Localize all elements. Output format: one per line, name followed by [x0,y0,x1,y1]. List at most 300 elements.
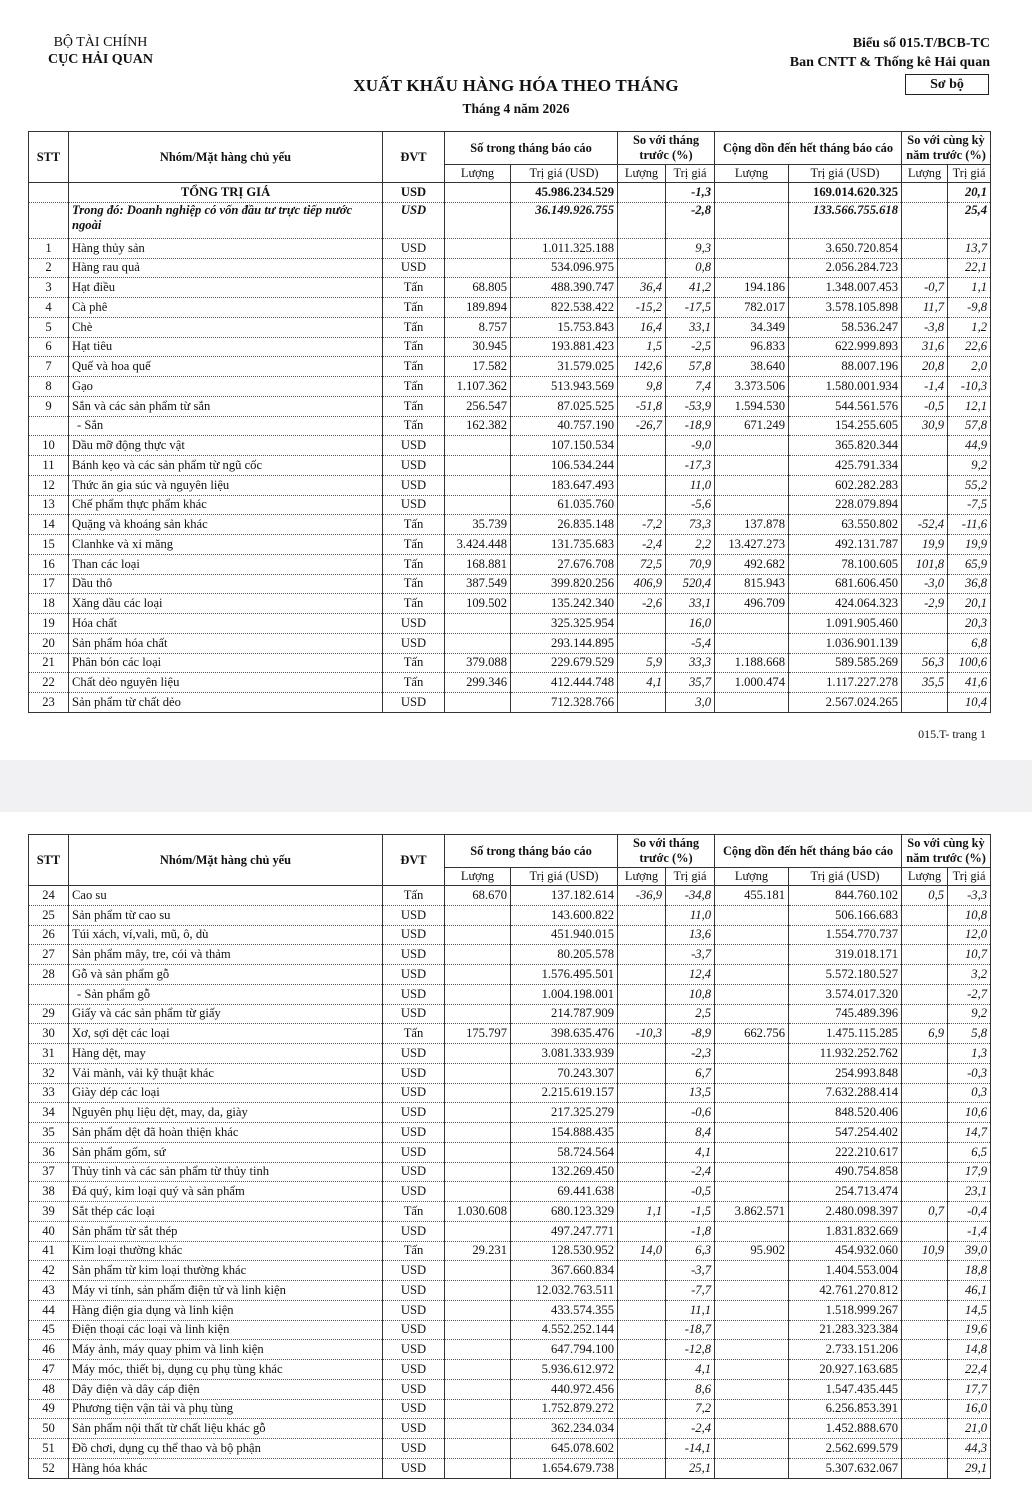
row-year-qty-pct: -3,8 [902,317,948,337]
row-cum-value: 1.091.905.460 [789,614,902,634]
row-month-value: 4.552.252.144 [511,1320,618,1340]
row-prev-value-pct: 7,4 [666,377,715,397]
row-stt: 49 [29,1399,69,1419]
table-body-page-1 [29,183,991,713]
row-unit: Tấn [383,357,445,377]
row-year-value-pct: -11,6 [948,515,991,535]
row-item-name: Clanhke và xi măng [69,535,383,555]
row-year-value-pct: 1,3 [948,1044,991,1064]
row-prev-qty-pct [618,1004,666,1024]
row-unit: USD [383,1083,445,1103]
row-unit: Tấn [383,317,445,337]
row-stt: 43 [29,1281,69,1301]
row-prev-qty-pct [618,1379,666,1399]
row-prev-qty-pct [618,693,666,713]
col-vs-year: So với cùng kỳ năm trước (%) [902,835,991,868]
table-row [29,298,991,318]
row-unit: Tấn [383,594,445,614]
row-year-qty-pct [902,1103,948,1123]
row-cum-value: 58.536.247 [789,317,902,337]
row-month-value: 87.025.525 [511,396,618,416]
row-prev-qty-pct [618,1261,666,1281]
row-cum-value: 1.404.553.004 [789,1261,902,1281]
row-unit: USD [383,1162,445,1182]
row-cum-qty [715,1300,789,1320]
table-row [29,1379,991,1399]
row-month-qty [445,495,511,515]
row-unit: Tấn [383,554,445,574]
row-month-value: 645.078.602 [511,1439,618,1459]
table-row [29,1162,991,1182]
row-cum-qty [715,1320,789,1340]
ministry-name: BỘ TÀI CHÍNH [53,35,148,50]
row-year-value-pct: 10,4 [948,693,991,713]
row-stt: 48 [29,1379,69,1399]
row-cum-qty [715,258,789,278]
row-cum-qty [715,1439,789,1459]
row-stt: 31 [29,1044,69,1064]
row-year-value-pct: -2,7 [948,984,991,1004]
row-unit: Tấn [383,278,445,298]
row-month-value: 128.530.952 [511,1241,618,1261]
row-month-value: 12.032.763.511 [511,1281,618,1301]
row-item-name: Sắn và các sản phẩm từ sắn [69,396,383,416]
row-item-name: Hạt tiêu [69,337,383,357]
row-prev-value-pct: -2,4 [666,1162,715,1182]
row-year-value-pct: 22,6 [948,337,991,357]
row-prev-qty-pct: -2,6 [618,594,666,614]
row-cum-value: 1.117.227.278 [789,673,902,693]
row-stt: 32 [29,1063,69,1083]
row-prev-qty-pct: 9,8 [618,377,666,397]
row-unit: USD [383,693,445,713]
row-month-value: 80.205.578 [511,945,618,965]
col-month-qty: Lượng [445,868,511,886]
row-stt: 24 [29,886,69,906]
row-item-name: Hàng rau quả [69,258,383,278]
row-cum-value: 169.014.620.325 [789,183,902,203]
row-item-name: - Sắn [69,416,383,436]
row-prev-qty-pct [618,1162,666,1182]
row-cum-value: 506.166.683 [789,905,902,925]
table-row [29,554,991,574]
row-year-value-pct: 55,2 [948,475,991,495]
row-prev-value-pct: 33,3 [666,653,715,673]
table-row [29,1458,991,1478]
row-stt: 10 [29,436,69,456]
row-cum-qty [715,1360,789,1380]
row-prev-value-pct: -12,8 [666,1340,715,1360]
row-cum-qty: 782.017 [715,298,789,318]
row-item-name: Phân bón các loại [69,653,383,673]
row-unit: USD [383,1360,445,1380]
row-month-qty [445,1320,511,1340]
row-cum-value: 1.547.435.445 [789,1379,902,1399]
row-item-name: Sản phẩm gốm, sứ [69,1142,383,1162]
row-prev-qty-pct [618,614,666,634]
row-year-value-pct: 19,9 [948,535,991,555]
row-item-name: Sắt thép các loại [69,1202,383,1222]
table-row [29,673,991,693]
row-prev-qty-pct: 5,9 [618,653,666,673]
row-year-value-pct: 5,8 [948,1024,991,1044]
row-month-qty [445,1300,511,1320]
row-stt: 26 [29,925,69,945]
row-prev-qty-pct [618,475,666,495]
col-prev-val: Trị giá [666,165,715,183]
row-stt: 12 [29,475,69,495]
row-stt: 46 [29,1340,69,1360]
row-stt: 27 [29,945,69,965]
row-year-qty-pct [902,1439,948,1459]
row-month-value: 70.243.307 [511,1063,618,1083]
row-year-qty-pct [902,945,948,965]
report-period: Tháng 4 năm 2026 [462,101,570,116]
row-unit: USD [383,1123,445,1143]
row-month-qty: 68.670 [445,886,511,906]
row-prev-value-pct: 6,3 [666,1241,715,1261]
row-month-value: 27.676.708 [511,554,618,574]
row-unit: USD [383,1419,445,1439]
row-year-value-pct: 10,7 [948,945,991,965]
row-cum-value: 602.282.283 [789,475,902,495]
row-cum-value: 492.131.787 [789,535,902,555]
row-cum-qty [715,633,789,653]
row-month-qty: 1.107.362 [445,377,511,397]
row-cum-value: 88.007.196 [789,357,902,377]
row-year-value-pct: 25,4 [948,202,991,238]
row-year-value-pct: 46,1 [948,1281,991,1301]
row-unit: USD [383,1458,445,1478]
table-row [29,1281,991,1301]
row-item-name: Giày dép các loại [69,1083,383,1103]
table-row [29,1024,991,1044]
row-prev-value-pct: 13,6 [666,925,715,945]
col-prev-val: Trị giá [666,868,715,886]
row-item-name: Sản phẩm hóa chất [69,633,383,653]
row-cum-qty [715,1142,789,1162]
row-cum-value: 844.760.102 [789,886,902,906]
row-prev-qty-pct [618,1142,666,1162]
row-prev-value-pct: -0,6 [666,1103,715,1123]
row-year-value-pct: 29,1 [948,1458,991,1478]
table-row [29,1360,991,1380]
row-stt: 39 [29,1202,69,1222]
row-month-qty [445,1162,511,1182]
row-stt: 1 [29,238,69,258]
row-month-value: 15.753.843 [511,317,618,337]
row-prev-qty-pct [618,1123,666,1143]
row-cum-qty [715,183,789,203]
row-stt: 34 [29,1103,69,1123]
row-prev-value-pct: 11,0 [666,905,715,925]
row-year-qty-pct: 11,7 [902,298,948,318]
row-stt [29,416,69,436]
row-year-qty-pct [902,1162,948,1182]
row-year-qty-pct [902,1142,948,1162]
row-unit: USD [383,1044,445,1064]
row-year-qty-pct: 0,5 [902,886,948,906]
row-item-name: - Sản phẩm gỗ [69,984,383,1004]
row-item-name: Chất dẻo nguyên liệu [69,673,383,693]
row-prev-value-pct: -18,9 [666,416,715,436]
col-cum-qty: Lượng [715,165,789,183]
row-stt: 25 [29,905,69,925]
row-cum-qty [715,945,789,965]
row-month-value: 712.328.766 [511,693,618,713]
table-row [29,653,991,673]
row-prev-value-pct: 12,4 [666,965,715,985]
row-month-value: 399.820.256 [511,574,618,594]
row-unit: Tấn [383,298,445,318]
row-year-value-pct: 14,8 [948,1340,991,1360]
row-month-value: 1.011.325.188 [511,238,618,258]
row-month-value: 3.081.333.939 [511,1044,618,1064]
row-item-name: Hàng dệt, may [69,1044,383,1064]
table-row [29,925,991,945]
row-prev-qty-pct: 1,1 [618,1202,666,1222]
table-row [29,1320,991,1340]
row-stt [29,984,69,1004]
row-unit: USD [383,965,445,985]
row-month-qty: 30.945 [445,337,511,357]
row-unit: USD [383,495,445,515]
row-cum-qty [715,1103,789,1123]
row-month-qty [445,1439,511,1459]
row-month-qty [445,1221,511,1241]
row-prev-value-pct: -3,7 [666,945,715,965]
row-month-qty [445,693,511,713]
table-row [29,574,991,594]
table-row [29,633,991,653]
row-cum-value: 425.791.334 [789,456,902,476]
row-year-qty-pct [902,1281,948,1301]
form-code: Biểu số 015.T/BCB-TC [852,36,990,51]
row-year-value-pct: -10,3 [948,377,991,397]
table-row [29,436,991,456]
row-prev-qty-pct: 142,6 [618,357,666,377]
row-month-qty: 379.088 [445,653,511,673]
row-cum-value: 63.550.802 [789,515,902,535]
row-year-value-pct: 6,5 [948,1142,991,1162]
table-row [29,965,991,985]
row-cum-value: 5.307.632.067 [789,1458,902,1478]
row-month-qty [445,984,511,1004]
row-cum-qty [715,965,789,985]
row-stt: 42 [29,1261,69,1281]
row-item-name: Than các loại [69,554,383,574]
row-stt: 23 [29,693,69,713]
row-prev-qty-pct [618,1320,666,1340]
row-month-qty [445,1281,511,1301]
col-group: Nhóm/Mặt hàng chủ yếu [69,132,383,183]
table-row [29,1083,991,1103]
row-unit: USD [383,202,445,238]
row-prev-qty-pct [618,436,666,456]
row-unit: USD [383,905,445,925]
col-stt: STT [29,835,69,886]
row-year-qty-pct: -1,4 [902,377,948,397]
row-unit: USD [383,1379,445,1399]
row-month-value: 26.835.148 [511,515,618,535]
row-cum-value: 228.079.894 [789,495,902,515]
row-year-value-pct: -7,5 [948,495,991,515]
row-stt: 2 [29,258,69,278]
row-cum-qty: 455.181 [715,886,789,906]
row-prev-value-pct: -1,5 [666,1202,715,1222]
row-unit: USD [383,1004,445,1024]
row-prev-value-pct: -14,1 [666,1439,715,1459]
row-year-qty-pct [902,202,948,238]
row-item-name: Dầu thô [69,574,383,594]
row-item-name: Cà phê [69,298,383,318]
col-month: Số trong tháng báo cáo [445,835,618,868]
row-cum-value: 222.210.617 [789,1142,902,1162]
col-unit: ĐVT [383,835,445,886]
row-prev-qty-pct [618,984,666,1004]
row-stt: 18 [29,594,69,614]
row-prev-qty-pct: -10,3 [618,1024,666,1044]
row-unit: USD [383,1261,445,1281]
row-year-value-pct: 36,8 [948,574,991,594]
table-row [29,416,991,436]
row-unit: Tấn [383,574,445,594]
row-prev-qty-pct [618,1103,666,1123]
col-month: Số trong tháng báo cáo [445,132,618,165]
row-stt: 36 [29,1142,69,1162]
table-row [29,594,991,614]
row-year-value-pct: 22,4 [948,1360,991,1380]
row-stt: 19 [29,614,69,634]
row-year-qty-pct: 30,9 [902,416,948,436]
row-item-name: TỔNG TRỊ GIÁ [69,183,383,203]
row-year-value-pct: -3,3 [948,886,991,906]
col-year-qty: Lượng [902,165,948,183]
col-group: Nhóm/Mặt hàng chủ yếu [69,835,383,886]
row-cum-value: 3.578.105.898 [789,298,902,318]
row-cum-value: 3.650.720.854 [789,238,902,258]
row-year-value-pct: 23,1 [948,1182,991,1202]
row-item-name: Thủy tinh và các sản phẩm từ thủy tinh [69,1162,383,1182]
row-prev-qty-pct: -51,8 [618,396,666,416]
row-month-value: 497.247.771 [511,1221,618,1241]
row-stt: 20 [29,633,69,653]
row-cum-value: 1.475.115.285 [789,1024,902,1044]
row-month-qty [445,614,511,634]
row-stt: 4 [29,298,69,318]
row-stt: 33 [29,1083,69,1103]
row-cum-qty [715,1340,789,1360]
col-year-val: Trị giá [948,868,991,886]
row-cum-value: 490.754.858 [789,1162,902,1182]
table-row [29,614,991,634]
row-prev-qty-pct: 406,9 [618,574,666,594]
row-stt: 14 [29,515,69,535]
table-row [29,515,991,535]
row-year-qty-pct [902,1379,948,1399]
row-prev-value-pct: 57,8 [666,357,715,377]
row-item-name: Máy vi tính, sản phẩm điện tử và linh kiện [69,1281,383,1301]
row-unit: Tấn [383,416,445,436]
row-unit: USD [383,475,445,495]
row-prev-value-pct: -17,3 [666,456,715,476]
row-year-qty-pct [902,1458,948,1478]
row-month-value: 647.794.100 [511,1340,618,1360]
row-year-qty-pct [902,1419,948,1439]
row-unit: USD [383,1439,445,1459]
table-row [29,1182,991,1202]
row-month-value: 362.234.034 [511,1419,618,1439]
row-item-name: Dây điện và dây cáp điện [69,1379,383,1399]
row-prev-value-pct: 3,0 [666,693,715,713]
row-item-name: Chế phẩm thực phẩm khác [69,495,383,515]
table-row [29,317,991,337]
row-stt: 44 [29,1300,69,1320]
row-prev-qty-pct: -15,2 [618,298,666,318]
row-year-qty-pct: 56,3 [902,653,948,673]
row-month-value: 58.724.564 [511,1142,618,1162]
row-unit: Tấn [383,886,445,906]
row-prev-qty-pct [618,1439,666,1459]
row-prev-value-pct: -2,5 [666,337,715,357]
row-cum-value: 11.932.252.762 [789,1044,902,1064]
row-stt: 45 [29,1320,69,1340]
row-year-qty-pct [902,1063,948,1083]
row-month-value: 143.600.822 [511,905,618,925]
row-month-qty [445,238,511,258]
row-cum-value: 1.831.832.669 [789,1221,902,1241]
row-year-value-pct: 3,2 [948,965,991,985]
row-month-qty [445,1044,511,1064]
row-year-qty-pct: 19,9 [902,535,948,555]
row-month-value: 325.325.954 [511,614,618,634]
row-prev-value-pct: 70,9 [666,554,715,574]
row-item-name: Máy ảnh, máy quay phim và linh kiện [69,1340,383,1360]
row-prev-qty-pct: 72,5 [618,554,666,574]
row-month-value: 36.149.926.755 [511,202,618,238]
row-cum-value: 1.452.888.670 [789,1419,902,1439]
row-year-value-pct: 44,9 [948,436,991,456]
row-stt: 30 [29,1024,69,1044]
row-cum-qty [715,456,789,476]
row-prev-qty-pct [618,945,666,965]
row-stt: 40 [29,1221,69,1241]
row-year-qty-pct: -2,9 [902,594,948,614]
row-unit: Tấn [383,515,445,535]
row-cum-value: 589.585.269 [789,653,902,673]
row-stt: 29 [29,1004,69,1024]
row-month-value: 534.096.975 [511,258,618,278]
row-year-value-pct: 39,0 [948,1241,991,1261]
row-cum-qty [715,1458,789,1478]
row-cum-qty: 13.427.273 [715,535,789,555]
table-row [29,1044,991,1064]
row-month-qty [445,436,511,456]
row-unit: Tấn [383,1202,445,1222]
table-row [29,396,991,416]
row-year-value-pct: 6,8 [948,633,991,653]
row-year-qty-pct [902,1221,948,1241]
row-year-qty-pct [902,633,948,653]
row-month-qty: 168.881 [445,554,511,574]
row-month-qty: 299.346 [445,673,511,693]
row-stt: 38 [29,1182,69,1202]
row-cum-value: 21.283.323.384 [789,1320,902,1340]
row-stt: 8 [29,377,69,397]
row-year-qty-pct: 35,5 [902,673,948,693]
row-month-value: 680.123.329 [511,1202,618,1222]
row-cum-qty: 137.878 [715,515,789,535]
